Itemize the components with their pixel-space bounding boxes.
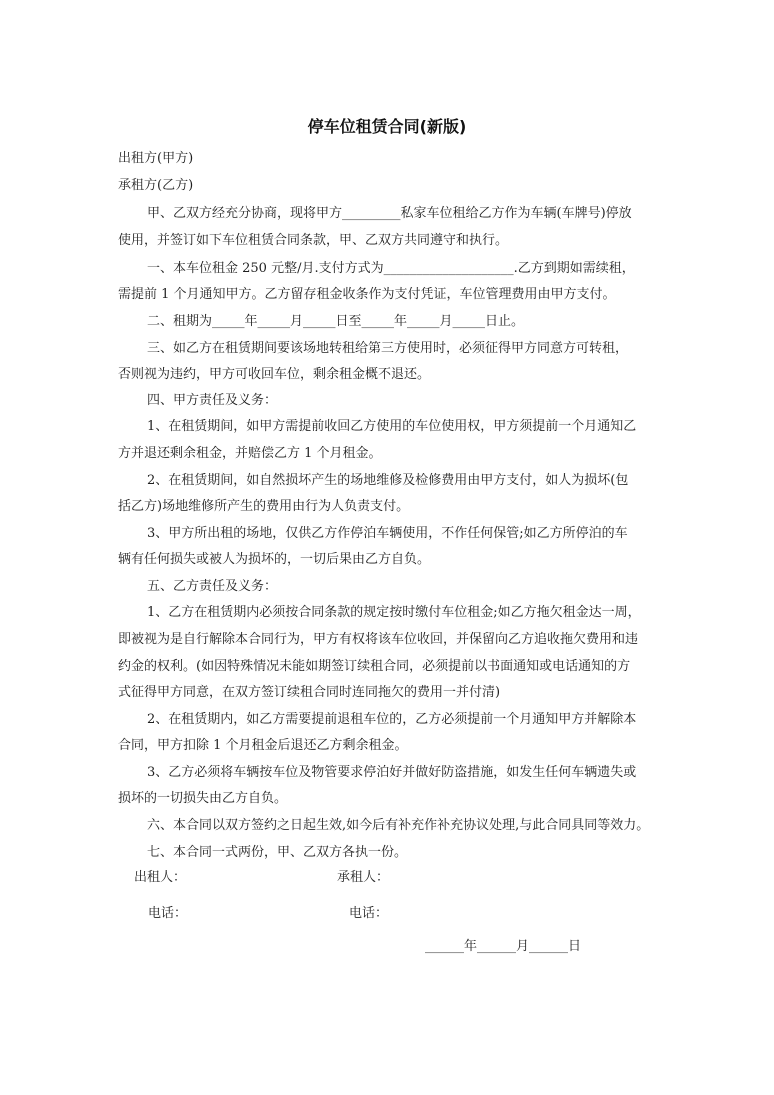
- clause-1-line-1: 一、本车位租金 250 元整/月.支付方式为____________________.乙方到期如需续租，: [147, 261, 635, 276]
- clause-3-line-1: 三、如乙方在租赁期间要该场地转租给第三方使用时，必须征得甲方同意方可转租，: [147, 341, 629, 356]
- clause-3-line-2: 否则视为违约，甲方可收回车位，剩余租金概不退还。: [118, 367, 431, 382]
- clause-5-heading: 五、乙方责任及义务：: [147, 579, 278, 594]
- preamble-line-1: 甲、乙双方经充分协商，现将甲方_________私家车位租给乙方作为车辆(车牌号)停放: [147, 206, 632, 221]
- clause-4-2-line-2: 括乙方)场地维修所产生的费用由行为人负责支付。: [118, 499, 410, 514]
- clause-4-2-line-1: 2、在租赁期间，如自然损坏产生的场地维修及检修费用由甲方支付，如人为损坏(包: [147, 473, 629, 488]
- clause-5-1-line-4: 式征得甲方同意，在双方签订续租合同时连同拖欠的费用一并付清): [118, 685, 501, 700]
- clause-5-3-line-1: 3、乙方必须将车辆按车位及物管要求停泊好并做好防盗措施，如发生任何车辆遗失或: [147, 765, 637, 780]
- clause-5-1-line-2: 即被视为是自行解除本合同行为，甲方有权将该车位收回，并保留向乙方追收拖欠费用和违: [118, 632, 639, 647]
- lessor-signature-label: 出租人：: [134, 870, 187, 885]
- signing-date-line: ______年______月______日: [425, 939, 582, 954]
- lessee-signature-label: 承租人：: [337, 870, 390, 885]
- lessee-party-line: 承租方(乙方): [118, 178, 194, 193]
- clause-5-2-line-2: 合同，甲方扣除 1 个月租金后退还乙方剩余租金。: [118, 738, 408, 753]
- clause-6-line: 六、本合同以双方签约之日起生效,如今后有补充作补充协议处理,与此合同具同等效力。: [147, 818, 650, 833]
- preamble-line-2: 使用，并签订如下车位租赁合同条款，甲、乙双方共同遵守和执行。: [118, 233, 509, 248]
- clause-5-2-line-1: 2、在租赁期内，如乙方需要提前退租车位的，乙方必须提前一个月通知甲方并解除本: [147, 712, 637, 727]
- page-title: 停车位租赁合同(新版): [307, 117, 467, 136]
- lessee-phone-label: 电话：: [349, 906, 389, 921]
- clause-4-1-line-1: 1、在租赁期间，如甲方需提前收回乙方使用的车位使用权，甲方须提前一个月通知乙: [147, 419, 637, 434]
- clause-4-3-line-2: 辆有任何损失或被人为损坏的，一切后果由乙方自负。: [118, 552, 431, 567]
- clause-5-3-line-2: 损坏的一切损失由乙方自负。: [118, 791, 288, 806]
- lessor-party-line: 出租方(甲方): [118, 151, 194, 166]
- clause-7-line: 七、本合同一式两份，甲、乙双方各执一份。: [147, 845, 408, 860]
- clause-2-line: 二、租期为_____年_____月_____日至_____年_____月_____日止。: [147, 314, 525, 329]
- clause-1-line-2: 需提前 1 个月通知甲方。乙方留存租金收条作为支付凭证，车位管理费用由甲方支付。: [118, 287, 616, 302]
- clause-4-1-line-2: 方并退还剩余租金，并赔偿乙方 1 个月租金。: [118, 446, 382, 461]
- clause-5-1-line-1: 1、乙方在租赁期内必须按合同条款的规定按时缴付车位租金;如乙方拖欠租金达一周，: [147, 605, 641, 620]
- clause-4-heading: 四、甲方责任及义务：: [147, 393, 278, 408]
- clause-5-1-line-3: 约金的权利。(如因特殊情况未能如期签订续租合同，必须提前以书面通知或电话通知的方: [118, 659, 631, 674]
- clause-4-3-line-1: 3、甲方所出租的场地，仅供乙方作停泊车辆使用，不作任何保管;如乙方所停泊的车: [147, 526, 628, 541]
- lessor-phone-label: 电话：: [148, 906, 188, 921]
